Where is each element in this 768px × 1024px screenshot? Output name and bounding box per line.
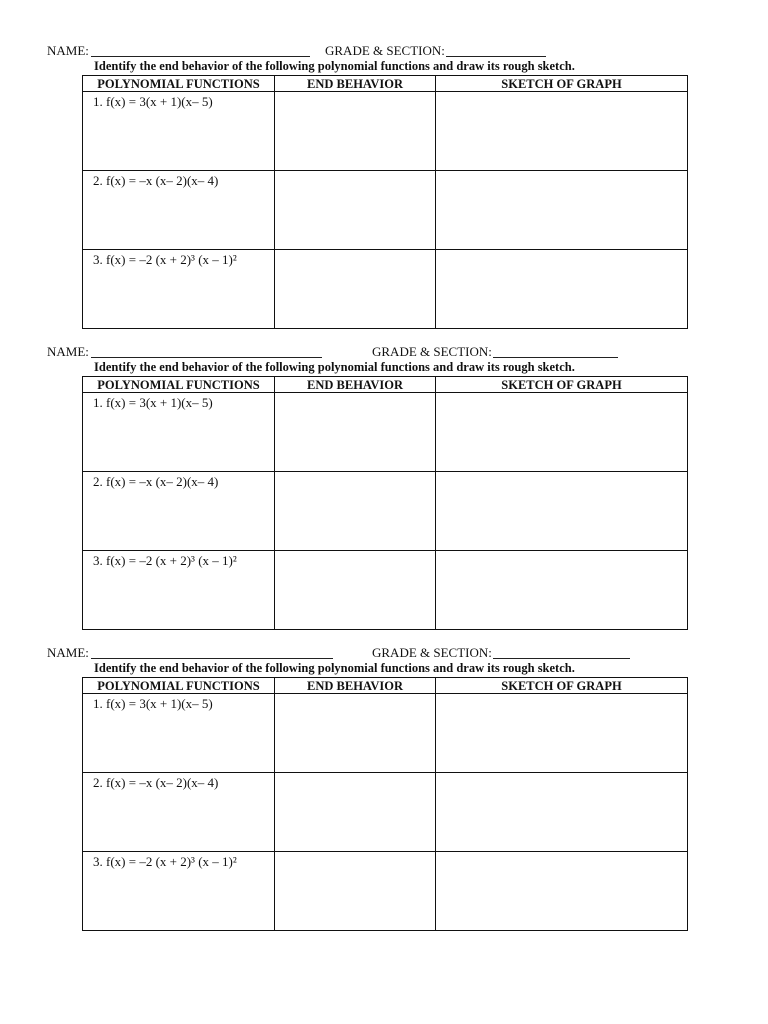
end-behavior-cell[interactable]	[275, 551, 436, 630]
function-cell	[83, 250, 275, 329]
table-header-row	[83, 76, 688, 92]
sketch-cell[interactable]	[436, 773, 688, 852]
sketch-cell[interactable]	[436, 694, 688, 773]
column-header-end-behavior: END BEHAVIOR	[275, 76, 436, 92]
grade-section-blank[interactable]	[493, 357, 618, 358]
sketch-cell[interactable]	[436, 92, 688, 171]
end-behavior-cell[interactable]	[275, 250, 436, 329]
name-blank[interactable]	[91, 56, 310, 57]
worksheet-table	[82, 677, 688, 931]
function-cell	[83, 852, 275, 931]
grade-section-blank[interactable]	[446, 56, 546, 57]
function-cell	[83, 171, 275, 250]
function-text: 3. f(x) = –2 (x + 2)³ (x – 1)²	[93, 854, 237, 869]
column-header-sketch: SKETCH OF GRAPH	[436, 76, 688, 92]
end-behavior-cell[interactable]	[275, 694, 436, 773]
table-row	[83, 852, 688, 931]
worksheet-2	[0, 343, 768, 568]
name-blank[interactable]	[91, 357, 322, 358]
header-row	[0, 42, 768, 59]
worksheet-3	[0, 644, 768, 869]
name-label: NAME:	[47, 344, 89, 359]
worksheet-table	[82, 75, 688, 329]
function-text: 1. f(x) = 3(x + 1)(x– 5)	[93, 94, 213, 109]
end-behavior-cell[interactable]	[275, 393, 436, 472]
column-header-end-behavior: END BEHAVIOR	[275, 377, 436, 393]
worksheet-table	[82, 376, 688, 630]
worksheet-1	[0, 42, 768, 267]
function-cell	[83, 694, 275, 773]
end-behavior-cell[interactable]	[275, 852, 436, 931]
grade-section-blank[interactable]	[493, 658, 630, 659]
table-row	[83, 472, 688, 551]
grade-section-label: GRADE & SECTION:	[372, 645, 492, 660]
function-text: 1. f(x) = 3(x + 1)(x– 5)	[93, 696, 213, 711]
end-behavior-cell[interactable]	[275, 472, 436, 551]
column-header-functions: POLYNOMIAL FUNCTIONS	[83, 678, 275, 694]
table-header-row	[83, 678, 688, 694]
function-text: 2. f(x) = –x (x– 2)(x– 4)	[93, 775, 219, 790]
function-cell	[83, 472, 275, 551]
grade-section-label: GRADE & SECTION:	[325, 43, 445, 58]
function-cell	[83, 773, 275, 852]
function-text: 3. f(x) = –2 (x + 2)³ (x – 1)²	[93, 252, 237, 267]
function-cell	[83, 92, 275, 171]
end-behavior-cell[interactable]	[275, 773, 436, 852]
function-text: 2. f(x) = –x (x– 2)(x– 4)	[93, 474, 219, 489]
sketch-cell[interactable]	[436, 250, 688, 329]
column-header-functions: POLYNOMIAL FUNCTIONS	[83, 377, 275, 393]
end-behavior-cell[interactable]	[275, 92, 436, 171]
function-text: 3. f(x) = –2 (x + 2)³ (x – 1)²	[93, 553, 237, 568]
name-label: NAME:	[47, 43, 89, 58]
function-cell	[83, 551, 275, 630]
instructions: Identify the end behavior of the following polynomial functions and draw its rough sketch.	[94, 661, 575, 675]
function-text: 2. f(x) = –x (x– 2)(x– 4)	[93, 173, 219, 188]
function-text: 1. f(x) = 3(x + 1)(x– 5)	[93, 395, 213, 410]
sketch-cell[interactable]	[436, 171, 688, 250]
table-row	[83, 250, 688, 329]
header-row	[0, 644, 768, 661]
name-blank[interactable]	[91, 658, 333, 659]
sketch-cell[interactable]	[436, 472, 688, 551]
table-row	[83, 694, 688, 773]
table-row	[83, 171, 688, 250]
sketch-cell[interactable]	[436, 393, 688, 472]
grade-section-label: GRADE & SECTION:	[372, 344, 492, 359]
function-cell	[83, 393, 275, 472]
header-row	[0, 343, 768, 360]
column-header-sketch: SKETCH OF GRAPH	[436, 678, 688, 694]
instructions: Identify the end behavior of the following polynomial functions and draw its rough sketch.	[94, 360, 575, 374]
sketch-cell[interactable]	[436, 852, 688, 931]
instructions: Identify the end behavior of the following polynomial functions and draw its rough sketch.	[94, 59, 575, 73]
column-header-end-behavior: END BEHAVIOR	[275, 678, 436, 694]
name-label: NAME:	[47, 645, 89, 660]
table-row	[83, 551, 688, 630]
end-behavior-cell[interactable]	[275, 171, 436, 250]
sketch-cell[interactable]	[436, 551, 688, 630]
column-header-functions: POLYNOMIAL FUNCTIONS	[83, 76, 275, 92]
table-header-row	[83, 377, 688, 393]
table-row	[83, 393, 688, 472]
table-row	[83, 773, 688, 852]
table-row	[83, 92, 688, 171]
column-header-sketch: SKETCH OF GRAPH	[436, 377, 688, 393]
